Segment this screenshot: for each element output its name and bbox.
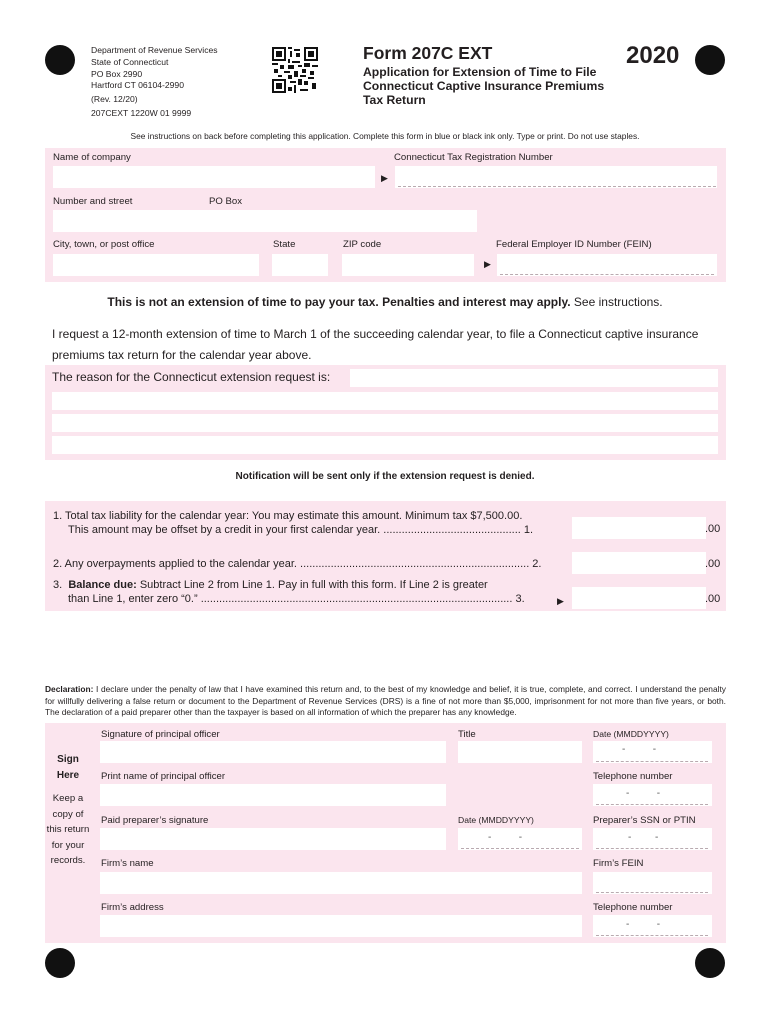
extension-notice bbox=[0, 295, 770, 309]
line-3-text: than Line 1, enter zero “0.” ...................................................................................................... 3. bbox=[68, 593, 525, 605]
agency-line: 207CEXT 1220W 01 9999 bbox=[91, 107, 192, 118]
phone-separators: - - bbox=[626, 919, 662, 930]
telephone-label: Telephone number bbox=[593, 771, 673, 782]
line-1-amount-input[interactable] bbox=[572, 517, 706, 539]
line-1-text: This amount may be offset by a credit in your first calendar year. ............................................. 1. bbox=[68, 524, 534, 536]
keep-copy-line: records. bbox=[50, 855, 86, 866]
firm-fein-label: Firm’s FEIN bbox=[593, 858, 644, 869]
firm-address-input[interactable] bbox=[100, 915, 582, 937]
preparer-ssn-label: Preparer’s SSN or PTIN bbox=[593, 815, 696, 826]
title-label: Title bbox=[458, 729, 476, 740]
date-label: Date (MMDDYYYY) bbox=[593, 729, 669, 739]
keep-copy-line: Keep a bbox=[52, 793, 84, 804]
reason-input-line[interactable] bbox=[350, 369, 718, 387]
line-3-number: 3. bbox=[53, 579, 63, 591]
print-name-input[interactable] bbox=[100, 784, 446, 806]
notice-bold: This is not an extension of time to pay your tax. Penalties and interest may apply. bbox=[107, 295, 571, 309]
firm-fein-digits bbox=[596, 892, 708, 893]
qr-code-icon bbox=[272, 47, 318, 93]
fein-label: Federal Employer ID Number (FEIN) bbox=[496, 239, 652, 250]
form-title: Form 207C EXT bbox=[363, 43, 493, 63]
date-separators: - - bbox=[622, 744, 658, 755]
arrow-icon: ▶ bbox=[484, 259, 491, 269]
phone-digits bbox=[596, 935, 708, 936]
ssn-digits bbox=[596, 848, 708, 849]
print-name-label: Print name of principal officer bbox=[101, 771, 226, 782]
agency-line: State of Connecticut bbox=[91, 56, 169, 67]
ssn-separators: - - bbox=[628, 832, 660, 843]
reason-input-line[interactable] bbox=[52, 392, 718, 410]
line-2-text: 2. Any overpayments applied to the calendar year. ........................................................................... 2. bbox=[53, 558, 542, 570]
company-name-label: Name of company bbox=[53, 152, 131, 163]
ct-registration-digits bbox=[398, 186, 716, 187]
cents: .00 bbox=[705, 558, 721, 570]
agency-block bbox=[91, 45, 218, 120]
registration-mark bbox=[695, 45, 725, 75]
title-input[interactable] bbox=[458, 741, 582, 763]
ct-registration-label: Connecticut Tax Registration Number bbox=[394, 152, 553, 163]
line-1-text: 1. Total tax liability for the calendar year: You may estimate this amount. Minimum tax $7,500.00. bbox=[53, 510, 523, 522]
request-line: premiums tax return for the calendar year above. bbox=[52, 347, 312, 362]
cents: .00 bbox=[705, 523, 721, 535]
arrow-icon: ▶ bbox=[381, 173, 388, 183]
registration-mark bbox=[695, 948, 725, 978]
preparer-date-label: Date (MMDDYYYY) bbox=[458, 815, 534, 825]
tax-year: 2020 bbox=[626, 42, 680, 69]
phone-separators: - - bbox=[626, 788, 662, 799]
reason-label: The reason for the Connecticut extension request is: bbox=[52, 370, 331, 384]
fein-digits bbox=[500, 274, 714, 275]
declaration-text bbox=[45, 684, 726, 719]
firm-telephone-label: Telephone number bbox=[593, 902, 673, 913]
keep-copy-note bbox=[45, 791, 91, 869]
fein-input[interactable] bbox=[497, 254, 717, 276]
keep-copy-line: for your bbox=[51, 839, 85, 851]
zip-label: ZIP code bbox=[343, 239, 382, 250]
firm-name-label: Firm’s name bbox=[101, 858, 154, 869]
request-text bbox=[52, 324, 698, 365]
registration-mark bbox=[45, 948, 75, 978]
street-input[interactable] bbox=[53, 210, 477, 232]
declaration-body: I declare under the penalty of law that I have examined this return and, to the best of my knowledge and belief, it is true, complete, and correct. I understand the penalty for willfully delivering a false return or document to the Department of Revenue Services (DRS) is a fine of not more than $5,000, imprisonment for not more than five years, or both. The declaration of a paid preparer other than the taxpayer is based on all information of which the preparer has any knowledge. bbox=[45, 684, 726, 718]
reason-input-line[interactable] bbox=[52, 436, 718, 454]
line-2-amount-input[interactable] bbox=[572, 552, 706, 574]
sign-here-line: Sign bbox=[57, 754, 79, 765]
date-digits bbox=[596, 761, 708, 762]
line-3-bold: Balance due: bbox=[68, 579, 137, 591]
declaration-bold: Declaration: bbox=[45, 684, 94, 694]
date-digits bbox=[461, 848, 579, 849]
subtitle-line: Connecticut Captive Insurance Premiums bbox=[363, 79, 605, 94]
keep-copy-line: this return bbox=[46, 824, 90, 835]
firm-fein-input[interactable] bbox=[593, 872, 712, 894]
phone-digits bbox=[596, 804, 708, 805]
agency-line: Hartford CT 06104-2990 bbox=[91, 80, 184, 91]
ct-registration-input[interactable] bbox=[395, 166, 717, 188]
officer-signature-label: Signature of principal officer bbox=[101, 729, 220, 740]
street-label: Number and street bbox=[53, 196, 133, 207]
instructions-note: See instructions on back before completing this application. Complete this form in blue or black ink only. Type or print. Do not use staples. bbox=[130, 131, 640, 141]
notice-rest: See instructions. bbox=[570, 295, 663, 309]
preparer-signature-label: Paid preparer’s signature bbox=[101, 815, 209, 826]
date-separators: - - bbox=[488, 832, 524, 843]
pobox-label: PO Box bbox=[209, 196, 243, 207]
agency-line: PO Box 2990 bbox=[91, 68, 143, 79]
agency-line: (Rev. 12/20) bbox=[91, 94, 138, 105]
company-name-input[interactable] bbox=[53, 166, 375, 188]
sign-here-line: Here bbox=[56, 770, 80, 781]
city-label: City, town, or post office bbox=[53, 239, 155, 250]
firm-address-label: Firm’s address bbox=[101, 902, 164, 913]
officer-signature-input[interactable] bbox=[100, 741, 446, 763]
state-input[interactable] bbox=[272, 254, 328, 276]
request-line: I request a 12-month extension of time to March 1 of the succeeding calendar year, to file a Connecticut captive insurance bbox=[52, 327, 699, 341]
line-3-amount-input[interactable] bbox=[572, 587, 706, 609]
reason-input-line[interactable] bbox=[52, 414, 718, 432]
preparer-signature-input[interactable] bbox=[100, 828, 446, 850]
line-3-text bbox=[53, 579, 488, 591]
zip-input[interactable] bbox=[342, 254, 474, 276]
arrow-icon: ▶ bbox=[557, 596, 564, 606]
notification-note: Notification will be sent only if the extension request is denied. bbox=[235, 471, 535, 482]
subtitle-line: Tax Return bbox=[363, 93, 426, 108]
sign-here-label bbox=[45, 752, 91, 784]
city-input[interactable] bbox=[53, 254, 259, 276]
cents: .00 bbox=[705, 593, 721, 605]
keep-copy-line: copy of bbox=[52, 808, 84, 820]
line-3-rest: Subtract Line 2 from Line 1. Pay in full with this form. If Line 2 is greater bbox=[136, 579, 488, 591]
subtitle-line: Application for Extension of Time to File bbox=[363, 65, 597, 79]
form-subtitle bbox=[363, 65, 604, 108]
firm-name-input[interactable] bbox=[100, 872, 582, 894]
agency-line: Department of Revenue Services bbox=[91, 45, 218, 55]
state-label: State bbox=[273, 239, 296, 250]
registration-mark bbox=[45, 45, 75, 75]
